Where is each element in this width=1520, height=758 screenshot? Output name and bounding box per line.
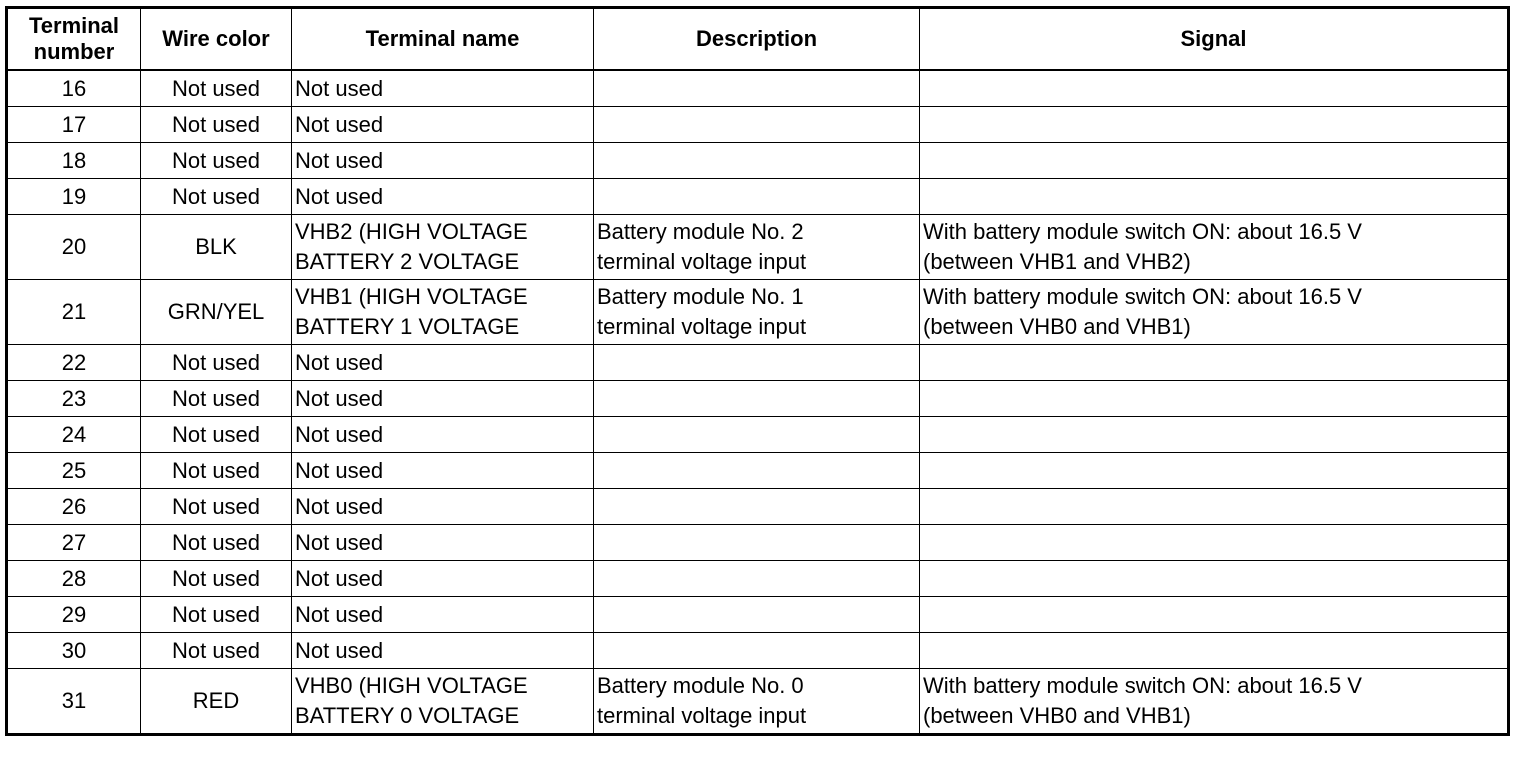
cell-description-line1: Battery module No. 1 [597,284,804,309]
cell-terminal-name [292,489,594,525]
cell-description [594,179,920,215]
cell-description-line2: terminal voltage input [597,249,807,274]
cell-description-line1: Battery module No. 2 [597,219,804,244]
cell-signal [920,489,1509,525]
cell-terminal-name [292,453,594,489]
cell-signal [920,381,1509,417]
cell-signal-line1: With battery module switch ON: about 16.5 V [923,673,1362,698]
cell-description [594,633,920,669]
header-terminal-number-line1: Terminal [28,13,120,38]
cell-terminal-number-line1: 17 [61,111,87,137]
cell-terminal-number-line1: 19 [61,183,87,209]
cell-wire-color-line1: Not used [171,493,261,519]
cell-terminal-number [7,179,141,215]
cell-wire-color-line1: Not used [171,183,261,209]
cell-description [594,489,920,525]
cell-terminal-name [292,215,594,280]
cell-wire-color [141,70,292,107]
cell-terminal-name-line1: Not used [295,529,384,555]
cell-terminal-name [292,669,594,735]
cell-description-line2: terminal voltage input [597,703,807,728]
cell-wire-color [141,345,292,381]
cell-wire-color [141,453,292,489]
cell-terminal-name-line1: VHB0 (HIGH VOLTAGE [295,673,528,698]
cell-wire-color-line1: GRN/YEL [167,299,265,324]
table-row [7,525,1509,561]
cell-terminal-number [7,215,141,280]
cell-wire-color [141,143,292,179]
cell-signal [920,179,1509,215]
cell-signal [920,561,1509,597]
cell-terminal-name [292,280,594,345]
cell-terminal-number-line1: 26 [61,493,87,519]
cell-description [594,453,920,489]
cell-signal [920,107,1509,143]
cell-description [594,669,920,735]
cell-wire-color [141,633,292,669]
cell-terminal-name-line1: Not used [295,111,384,137]
cell-terminal-name-line1: Not used [295,601,384,627]
cell-description [594,107,920,143]
cell-terminal-number [7,669,141,735]
cell-wire-color [141,215,292,280]
cell-terminal-number [7,70,141,107]
header-terminal-name: Terminal name [292,8,594,71]
cell-signal [920,417,1509,453]
cell-wire-color [141,489,292,525]
table-row [7,489,1509,525]
header-row [7,8,1509,71]
cell-signal-line2: (between VHB1 and VHB2) [923,249,1191,274]
table-row [7,70,1509,107]
cell-terminal-number [7,489,141,525]
cell-signal [920,597,1509,633]
cell-wire-color [141,381,292,417]
cell-wire-color [141,179,292,215]
cell-terminal-number-line1: 31 [61,688,87,713]
cell-terminal-name-line1: Not used [295,457,384,483]
cell-terminal-number-line1: 28 [61,565,87,591]
cell-description [594,381,920,417]
table-row [7,561,1509,597]
cell-terminal-number [7,561,141,597]
cell-terminal-number-line1: 27 [61,529,87,555]
cell-description [594,525,920,561]
cell-signal [920,345,1509,381]
terminal-table [5,6,1510,736]
cell-terminal-name-line1: VHB2 (HIGH VOLTAGE [295,219,528,244]
cell-terminal-number-line1: 20 [61,234,87,259]
cell-wire-color [141,417,292,453]
cell-wire-color [141,561,292,597]
cell-wire-color-line1: Not used [171,421,261,447]
cell-terminal-number [7,597,141,633]
cell-terminal-name-line1: Not used [295,421,384,447]
cell-terminal-number [7,525,141,561]
cell-terminal-number [7,280,141,345]
cell-terminal-name-line2: BATTERY 2 VOLTAGE [295,249,520,274]
cell-signal-line2: (between VHB0 and VHB1) [923,314,1191,339]
cell-terminal-number-line1: 29 [61,601,87,627]
cell-signal-line1: With battery module switch ON: about 16.5 V [923,284,1362,309]
cell-terminal-name-line1: Not used [295,147,384,173]
cell-terminal-name-line1: Not used [295,493,384,519]
cell-signal [920,525,1509,561]
table-row [7,345,1509,381]
cell-signal [920,280,1509,345]
cell-terminal-number-line1: 23 [61,385,87,411]
cell-wire-color-line1: Not used [171,75,261,101]
table-row [7,597,1509,633]
cell-wire-color-line1: Not used [171,385,261,411]
cell-terminal-name-line2: BATTERY 1 VOLTAGE [295,314,520,339]
cell-terminal-name [292,345,594,381]
cell-wire-color-line1: Not used [171,457,261,483]
cell-terminal-number [7,107,141,143]
cell-terminal-name [292,561,594,597]
cell-terminal-number [7,633,141,669]
table-row [7,143,1509,179]
cell-description [594,417,920,453]
cell-terminal-name [292,70,594,107]
cell-terminal-name [292,597,594,633]
cell-description [594,215,920,280]
cell-terminal-number [7,453,141,489]
cell-wire-color [141,525,292,561]
cell-terminal-number [7,381,141,417]
cell-wire-color [141,597,292,633]
header-signal: Signal [920,8,1509,71]
cell-signal-line2: (between VHB0 and VHB1) [923,703,1191,728]
cell-description-line2: terminal voltage input [597,314,807,339]
cell-wire-color-line1: Not used [171,601,261,627]
cell-terminal-name-line1: Not used [295,75,384,101]
cell-signal [920,70,1509,107]
cell-wire-color-line1: Not used [171,111,261,137]
cell-terminal-name-line1: Not used [295,637,384,663]
cell-signal [920,143,1509,179]
cell-wire-color-line1: BLK [195,234,237,259]
cell-terminal-number [7,345,141,381]
cell-terminal-number-line1: 21 [61,299,87,324]
table-row [7,453,1509,489]
cell-wire-color-line1: Not used [171,349,261,375]
cell-description-line1: Battery module No. 0 [597,673,804,698]
cell-terminal-name-line1: Not used [295,385,384,411]
cell-terminal-name-line1: VHB1 (HIGH VOLTAGE [295,284,528,309]
cell-terminal-name [292,525,594,561]
cell-terminal-number-line1: 25 [61,457,87,483]
cell-terminal-number-line1: 16 [61,75,87,101]
cell-terminal-number-line1: 24 [61,421,87,447]
cell-terminal-name-line1: Not used [295,565,384,591]
cell-signal [920,453,1509,489]
table-row [7,107,1509,143]
table-body [7,70,1509,735]
cell-description [594,280,920,345]
table-row [7,381,1509,417]
cell-wire-color-line1: Not used [171,565,261,591]
cell-wire-color [141,669,292,735]
table-row [7,633,1509,669]
cell-wire-color-line1: Not used [171,529,261,555]
cell-terminal-name [292,107,594,143]
table-row [7,179,1509,215]
cell-wire-color [141,107,292,143]
table-row [7,280,1509,345]
cell-wire-color [141,280,292,345]
cell-terminal-number [7,417,141,453]
cell-terminal-name-line1: Not used [295,183,384,209]
cell-terminal-name [292,417,594,453]
cell-terminal-number [7,143,141,179]
cell-terminal-name [292,633,594,669]
cell-description [594,597,920,633]
table-row [7,215,1509,280]
table-row [7,417,1509,453]
header-terminal-number [7,8,141,71]
cell-signal [920,215,1509,280]
cell-terminal-name [292,179,594,215]
cell-description [594,70,920,107]
cell-wire-color-line1: RED [192,688,240,713]
cell-signal [920,669,1509,735]
cell-wire-color-line1: Not used [171,147,261,173]
cell-description [594,561,920,597]
cell-wire-color-line1: Not used [171,637,261,663]
cell-signal-line1: With battery module switch ON: about 16.5 V [923,219,1362,244]
cell-terminal-number-line1: 22 [61,349,87,375]
header-wire-color: Wire color [141,8,292,71]
cell-signal [920,633,1509,669]
cell-terminal-name [292,143,594,179]
cell-terminal-name-line1: Not used [295,349,384,375]
table-row [7,669,1509,735]
cell-description [594,143,920,179]
cell-description [594,345,920,381]
cell-terminal-name [292,381,594,417]
cell-terminal-number-line1: 18 [61,147,87,173]
cell-terminal-number-line1: 30 [61,637,87,663]
header-terminal-number-line2: number [33,39,115,64]
header-description: Description [594,8,920,71]
cell-terminal-name-line2: BATTERY 0 VOLTAGE [295,703,520,728]
